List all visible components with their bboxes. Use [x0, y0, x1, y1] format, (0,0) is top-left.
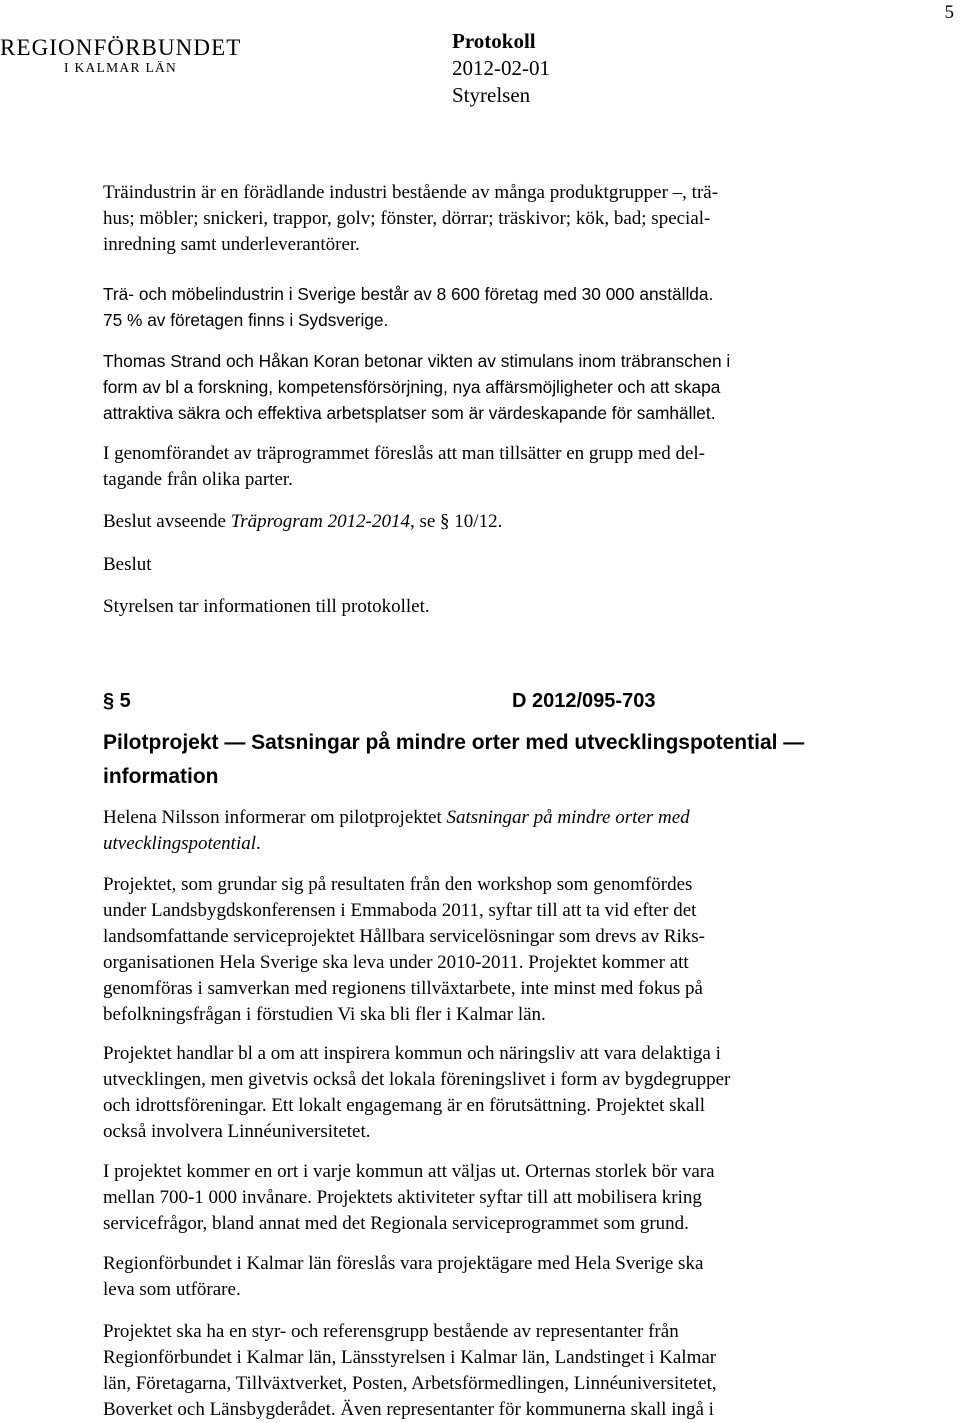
document-title: Protokoll	[452, 29, 536, 53]
text-line: Thomas Strand och Håkan Koran betonar vikten av stimulans inom träbranschen i	[103, 351, 731, 371]
beslut-text: Styrelsen tar informationen till protokollet.	[103, 596, 430, 617]
regionforbundet-logo	[0, 35, 242, 76]
text-line: form av bl a forskning, kompetensförsörjning, nya affärsmöjligheter och att skapa	[103, 377, 721, 397]
intro-paragraph-1	[103, 180, 848, 258]
text-line: I genomförandet av träprogrammet föreslås att man tillsätter en grupp med del-	[103, 443, 705, 464]
text-line: Regionförbundet i Kalmar län föreslås vara projektägare med Hela Sverige ska	[103, 1253, 704, 1274]
document-body: Styrelsen	[452, 83, 531, 107]
body-paragraph-2	[103, 872, 848, 1028]
beslut-reference-program: Träprogram 2012-2014	[230, 511, 410, 532]
p1-project-name-1: Satsningar på mindre orter med	[446, 807, 690, 828]
document-header	[452, 28, 550, 109]
body-paragraph-4	[103, 1159, 848, 1237]
p1-prefix: Helena Nilsson informerar om pilotprojektet	[103, 807, 447, 828]
beslut-reference-prefix: Beslut avseende	[103, 511, 231, 532]
text-line: tagande från olika parter.	[103, 469, 293, 490]
text-line: Regionförbundet i Kalmar län, Länsstyrelsen i Kalmar län, Landstinget i Kalmar	[103, 1347, 717, 1368]
text-line	[103, 831, 848, 857]
text-line: Projektet, som grundar sig på resultaten från den workshop som genomfördes	[103, 874, 693, 895]
beslut-reference-suffix: , se § 10/12.	[409, 511, 503, 532]
text-line: servicefrågor, bland annat med det Regionala serviceprogrammet som grund.	[103, 1213, 689, 1234]
text-line: Trä- och möbelindustrin i Sverige består av 8 600 företag med 30 000 anställda.	[103, 284, 714, 304]
section-title-line-1: Pilotprojekt — Satsningar på mindre orter med utvecklingspotential —	[103, 731, 805, 754]
text-line: 75 % av företagen finns i Sydsverige.	[103, 310, 389, 330]
logo-line-2: I KALMAR LÄN	[64, 60, 178, 75]
body-paragraph-5	[103, 1251, 848, 1303]
text-line: utvecklingen, men givetvis också det lokala föreningslivet i form av bygdegrupper	[103, 1069, 731, 1090]
text-line: befolkningsfrågan i förstudien Vi ska bli fler i Kalmar län.	[103, 1004, 546, 1025]
p1-suffix: .	[256, 833, 261, 854]
text-line: landsomfattande serviceprojektet Hållbara servicelösningar som drevs av Riks-	[103, 926, 705, 947]
text-line: under Landsbygdskonferensen i Emmaboda 2011, syftar till att ta vid efter det	[103, 900, 697, 921]
text-line: mellan 700-1 000 invånare. Projektets aktiviteter syftar till att mobilisera kring	[103, 1187, 702, 1208]
beslut-heading: Beslut	[103, 554, 152, 575]
text-line: inredning samt underleverantörer.	[103, 234, 360, 255]
p1-project-name-2: utvecklingspotential	[103, 833, 257, 854]
body-paragraph-3	[103, 1041, 848, 1145]
text-line: hus; möbler; snickeri, trappor, golv; fönster, dörrar; träskivor; kök, bad; special-	[103, 208, 711, 229]
section-title-line-2: information	[103, 765, 219, 788]
text-line: attraktiva säkra och effektiva arbetsplatser som är värdeskapande för samhället.	[103, 403, 716, 423]
intro-paragraph-3	[103, 348, 855, 426]
body-paragraph-6	[103, 1319, 848, 1423]
text-line: leva som utförare.	[103, 1279, 241, 1300]
section-title	[103, 726, 804, 794]
text-line: också involvera Linnéuniversitetet.	[103, 1121, 371, 1142]
page-number: 5	[944, 2, 954, 23]
text-line: län, Företagarna, Tillväxtverket, Posten, Arbetsförmedlingen, Linnéuniversitetet,	[103, 1373, 717, 1394]
intro-paragraph-2	[103, 281, 855, 333]
body-paragraph-1	[103, 805, 848, 857]
text-line	[103, 805, 848, 831]
intro-paragraph-4	[103, 441, 848, 493]
logo-line-1: REGIONFÖRBUNDET	[0, 35, 242, 60]
text-line: Projektet ska ha en styr- och referensgrupp bestående av representanter från	[103, 1321, 679, 1342]
text-line: Boverket och Länsbygderådet. Även representanter för kommunerna skall ingå i	[103, 1399, 714, 1420]
text-line: organisationen Hela Sverige ska leva under 2010-2011. Projektet kommer att	[103, 952, 689, 973]
section-reference: D 2012/095-703	[512, 690, 656, 712]
beslut-reference	[103, 509, 848, 535]
section-number: § 5	[103, 690, 131, 712]
text-line: genomföras i samverkan med regionens tillväxtarbete, inte minst med fokus på	[103, 978, 703, 999]
text-line: och idrottsföreningar. Ett lokalt engagemang är en förutsättning. Projektet skall	[103, 1095, 706, 1116]
text-line: Projektet handlar bl a om att inspirera kommun och näringsliv att vara delaktiga i	[103, 1043, 721, 1064]
document-date: 2012-02-01	[452, 56, 550, 80]
text-line: I projektet kommer en ort i varje kommun att väljas ut. Orternas storlek bör vara	[103, 1161, 715, 1182]
text-line: Träindustrin är en förädlande industri bestående av många produktgrupper –, trä-	[103, 182, 719, 203]
